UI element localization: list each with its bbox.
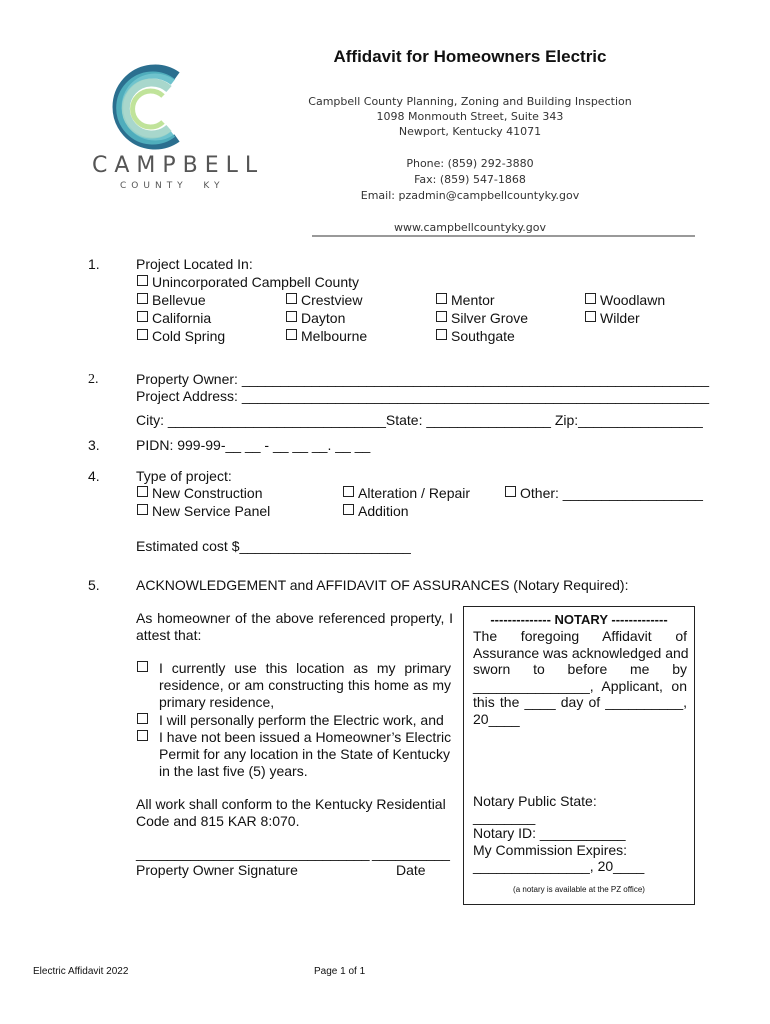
checkbox-alteration-repair[interactable]: [343, 486, 354, 497]
label-california: California: [152, 310, 212, 326]
conform-line-2: Code and 815 KAR 8:070.: [136, 813, 300, 829]
notary-state-field[interactable]: ________: [473, 809, 536, 825]
page-title: Affidavit for Homeowners Electric: [333, 47, 607, 66]
agency-city: Newport, Kentucky 41071: [398, 125, 542, 138]
header-divider: [312, 235, 695, 237]
agency-phone: Phone: (859) 292-3880: [406, 157, 534, 170]
section-4-number: 4.: [88, 468, 100, 484]
label-mentor: Mentor: [451, 292, 495, 308]
agency-fax: Fax: (859) 547-1868: [414, 173, 526, 186]
checkbox-southgate[interactable]: [436, 329, 447, 340]
footer-page-number: Page 1 of 1: [314, 966, 366, 977]
conform-line-1: All work shall conform to the Kentucky Residential: [136, 796, 446, 812]
item-3-line-1: I have not been issued a Homeowner’s Electric: [159, 729, 452, 745]
label-crestview: Crestview: [301, 292, 363, 308]
agency-email: Email: pzadmin@campbellcountyky.gov: [360, 189, 580, 202]
section-5-number: 5.: [88, 577, 100, 593]
section-2-number: 2.: [88, 372, 99, 387]
estimated-cost-field[interactable]: Estimated cost $______________________: [136, 538, 411, 554]
item-2-line: I will personally perform the Electric work, and: [159, 712, 444, 728]
pidn-field[interactable]: PIDN: 999-99-__ __ - __ __ __. __ __: [136, 437, 371, 453]
signature-line[interactable]: ______________________________: [136, 845, 370, 861]
notary-line-4: _______________, Applicant, on: [473, 678, 687, 694]
label-bellevue: Bellevue: [152, 292, 206, 308]
notary-commission-date-field[interactable]: _______________, 20____: [473, 858, 645, 874]
notary-id-field[interactable]: Notary ID: ___________: [473, 825, 626, 841]
label-dayton: Dayton: [301, 310, 346, 326]
checkbox-bellevue[interactable]: [137, 293, 148, 304]
label-new-service-panel: New Service Panel: [152, 503, 271, 519]
other-field[interactable]: Other: __________________: [520, 485, 703, 501]
notary-line-2: Assurance was acknowledged and: [473, 645, 689, 661]
notary-line-5: this the ____ day of __________,: [473, 694, 687, 710]
date-line[interactable]: __________: [372, 845, 450, 861]
label-southgate: Southgate: [451, 328, 515, 344]
label-addition: Addition: [358, 503, 409, 519]
checkbox-woodlawn[interactable]: [585, 293, 596, 304]
checkbox-dayton[interactable]: [286, 311, 297, 322]
checkbox-addition[interactable]: [343, 504, 354, 515]
property-owner-field[interactable]: Property Owner: ____________________________________________________________: [136, 371, 709, 387]
checkbox-unincorporated[interactable]: [137, 275, 148, 286]
item-3-line-3: in the last five (5) years.: [159, 763, 308, 779]
signature-label: Property Owner Signature: [136, 862, 298, 878]
checkbox-california[interactable]: [137, 311, 148, 322]
checkbox-melbourne[interactable]: [286, 329, 297, 340]
logo-sub: COUNTY KY: [120, 181, 225, 191]
project-address-field[interactable]: Project Address: ____________________________________________________________: [136, 388, 709, 404]
checkbox-primary-residence[interactable]: [137, 661, 148, 672]
section-3-number: 3.: [88, 437, 100, 453]
notary-line-1: The foregoing Affidavit of: [473, 628, 687, 644]
checkbox-crestview[interactable]: [286, 293, 297, 304]
label-wilder: Wilder: [600, 310, 640, 326]
notary-title: -------------- NOTARY -------------: [490, 612, 668, 627]
type-of-project-label: Type of project:: [136, 468, 232, 484]
date-label: Date: [396, 862, 426, 878]
item-1-line-3: primary residence,: [159, 694, 275, 710]
footer-form-name: Electric Affidavit 2022: [33, 966, 129, 977]
checkbox-cold-spring[interactable]: [137, 329, 148, 340]
agency-street: 1098 Monmouth Street, Suite 343: [376, 110, 564, 123]
checkbox-new-service-panel[interactable]: [137, 504, 148, 515]
section-1-number: 1.: [88, 256, 100, 272]
label-unincorporated: Unincorporated Campbell County: [152, 274, 359, 290]
agency-name: Campbell County Planning, Zoning and Building Inspection: [308, 95, 632, 108]
label-woodlawn: Woodlawn: [600, 292, 666, 308]
label-cold-spring: Cold Spring: [152, 328, 226, 344]
notary-line-3: sworn to before me by: [473, 661, 687, 677]
checkbox-new-construction[interactable]: [137, 486, 148, 497]
notary-state-label: Notary Public State:: [473, 793, 597, 809]
logo-name: CAMPBELL: [92, 153, 265, 178]
notary-line-6: 20____: [473, 711, 520, 727]
label-melbourne: Melbourne: [301, 328, 368, 344]
city-state-zip-field[interactable]: City: ____________________________State: ________________ Zip:________________: [136, 412, 703, 428]
checkbox-no-prior-permit[interactable]: [137, 730, 148, 741]
attest-line-1: As homeowner of the above referenced property, I: [136, 610, 453, 626]
item-1-line-1: I currently use this location as my primary: [159, 660, 451, 676]
notary-commission-label: My Commission Expires:: [473, 842, 628, 858]
project-location-label: Project Located In:: [136, 256, 253, 272]
item-1-line-2: residence, or am constructing this home as my: [159, 677, 451, 693]
checkbox-mentor[interactable]: [436, 293, 447, 304]
checkbox-other[interactable]: [505, 486, 516, 497]
checkbox-perform-work[interactable]: [137, 713, 148, 724]
label-silver-grove: Silver Grove: [451, 310, 529, 326]
notary-note: (a notary is available at the PZ office): [513, 885, 645, 894]
label-alteration-repair: Alteration / Repair: [358, 485, 471, 501]
checkbox-silver-grove[interactable]: [436, 311, 447, 322]
attest-line-2: attest that:: [136, 627, 202, 643]
checkbox-wilder[interactable]: [585, 311, 596, 322]
item-3-line-2: Permit for any location in the State of Kentucky: [159, 746, 451, 762]
agency-website: www.campbellcountyky.gov: [393, 221, 546, 234]
label-new-construction: New Construction: [152, 485, 263, 501]
acknowledgement-heading: ACKNOWLEDGEMENT and AFFIDAVIT OF ASSURANCES (Notary Required):: [136, 577, 629, 593]
